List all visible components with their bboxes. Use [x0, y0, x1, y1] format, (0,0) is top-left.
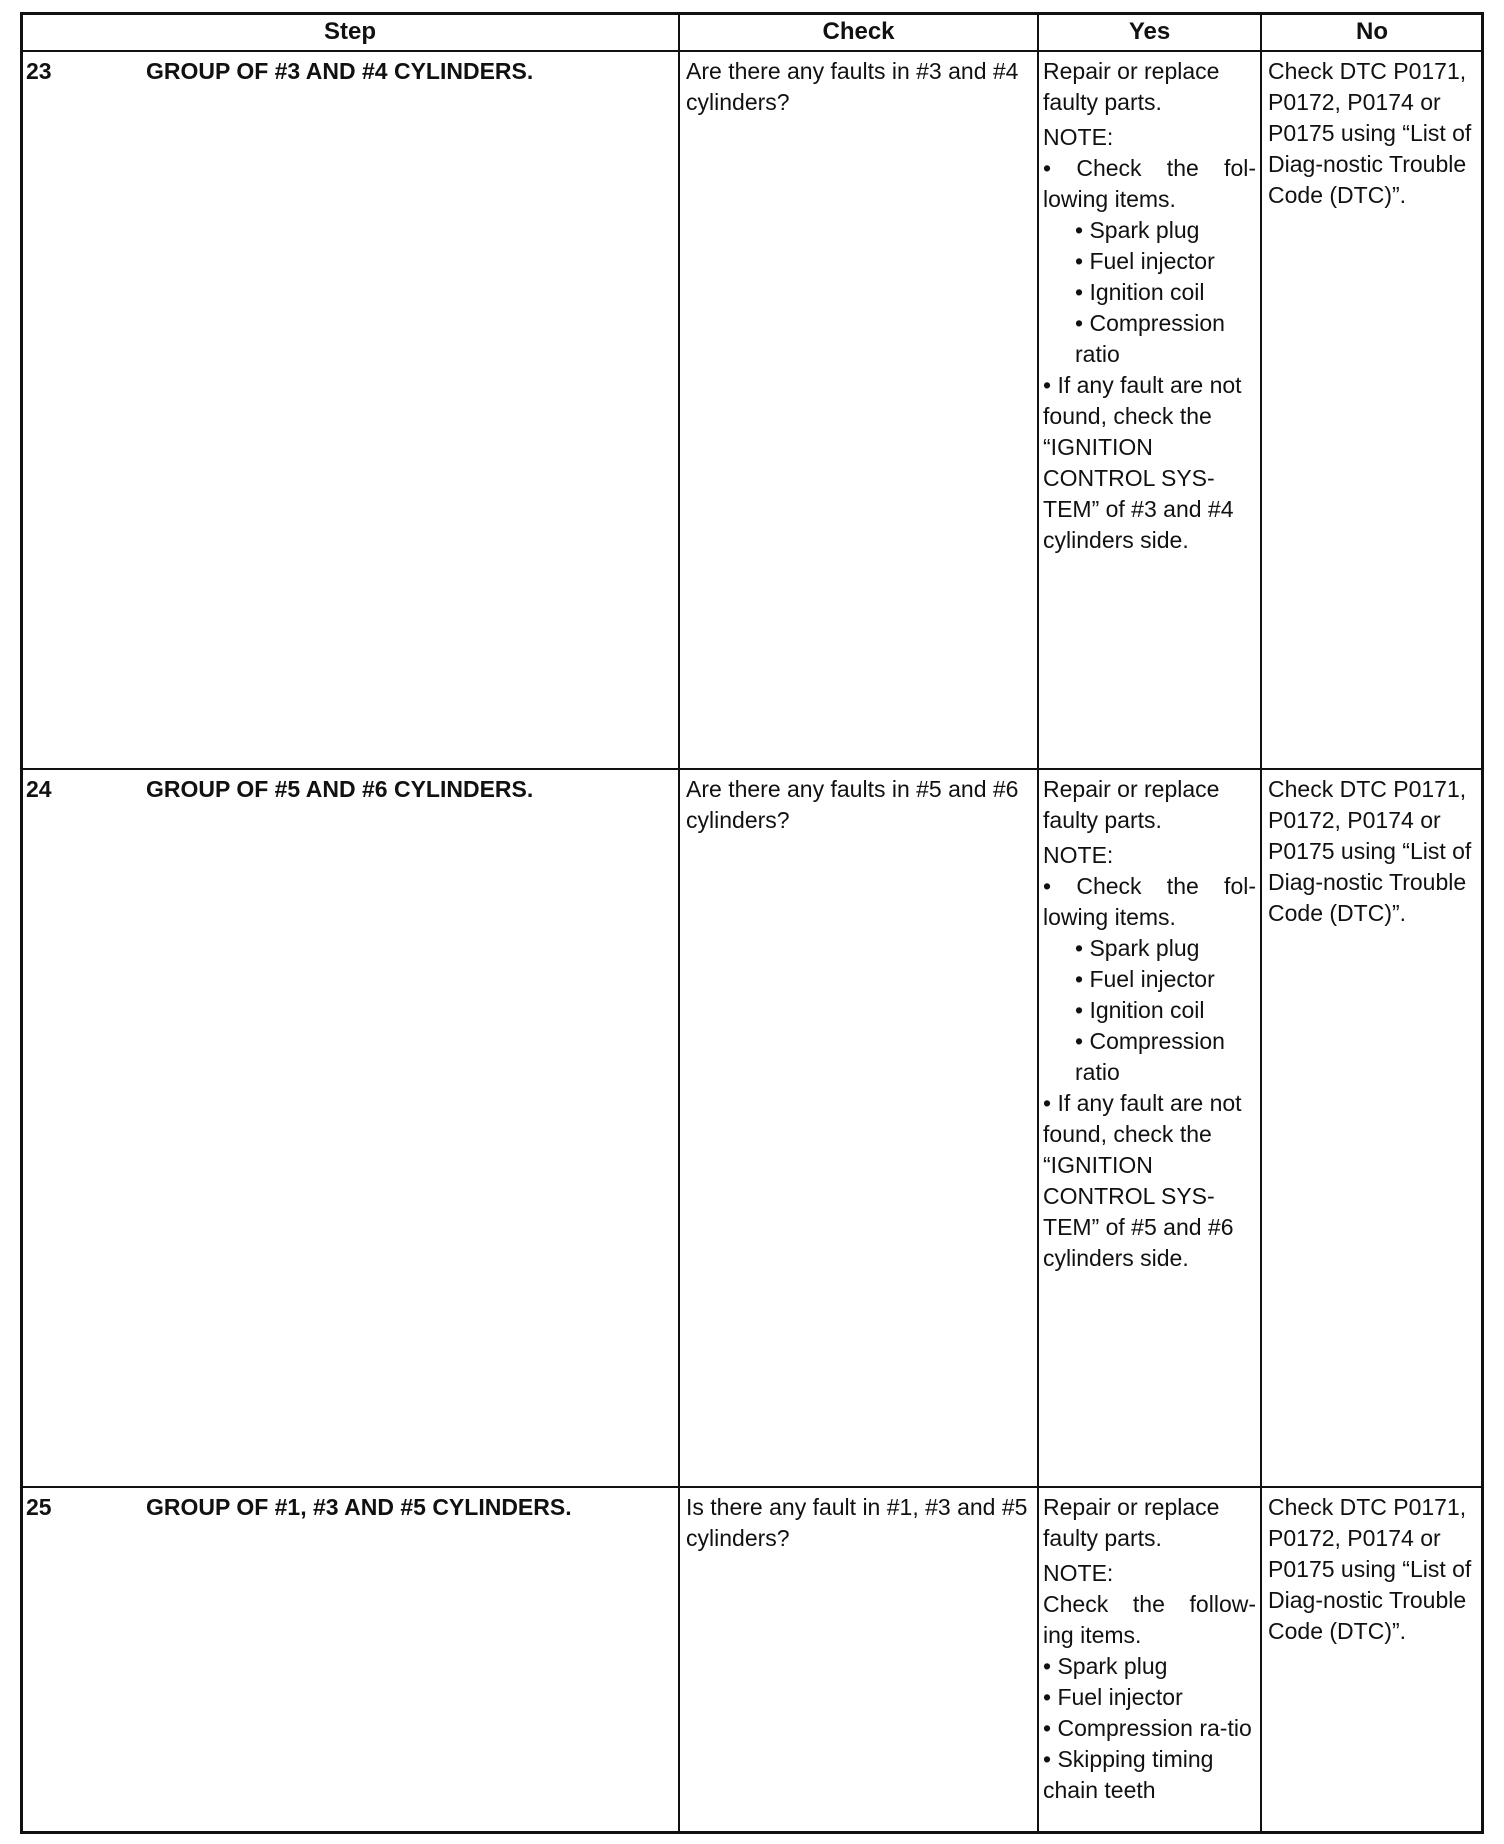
- list-item: • Spark plug: [1075, 935, 1200, 961]
- step-cell: [21, 51, 679, 769]
- yes-bullet-line: • Check the fol-: [1043, 155, 1257, 181]
- check-cell: [679, 51, 1038, 769]
- yes-lead: Repair or replace faulty parts.: [1043, 1494, 1220, 1551]
- yes-bullet-2: • If any fault are not found, check the “IGNITION CONTROL SYS-TEM” of #3 and #4 cylinders side.: [1043, 372, 1242, 553]
- no-cell: [1261, 51, 1483, 769]
- list-item: • Ignition coil: [1075, 279, 1205, 305]
- yes-lead: Repair or replace faulty parts.: [1043, 776, 1220, 833]
- yes-bullet-line: lowing items.: [1043, 904, 1176, 930]
- list-item: • Fuel injector: [1075, 248, 1215, 274]
- step-cell: [21, 769, 679, 1487]
- list-item: • Compression: [1075, 1028, 1225, 1054]
- step-title: GROUP OF #3 AND #4 CYLINDERS.: [146, 58, 534, 84]
- yes-cell: [1038, 769, 1261, 1487]
- check-text: Is there any fault in #1, #3 and #5 cylinders?: [686, 1494, 1028, 1551]
- list-item: • Spark plug: [1043, 1653, 1168, 1679]
- list-item: • Spark plug: [1075, 217, 1200, 243]
- list-item: • Compression: [1075, 310, 1225, 336]
- header-no: No: [1261, 13, 1483, 51]
- no-text: Check DTC P0171, P0172, P0174 or P0175 using “List of Diag-nostic Trouble Code (DTC)”.: [1268, 1494, 1472, 1644]
- list-item: • Compression ra-tio: [1043, 1715, 1252, 1741]
- list-item: • Fuel injector: [1075, 966, 1215, 992]
- yes-line: ing items.: [1043, 1622, 1142, 1648]
- header-step: Step: [21, 13, 679, 51]
- table-row: [21, 1487, 1483, 1833]
- header-yes: Yes: [1038, 13, 1261, 51]
- check-cell: [679, 769, 1038, 1487]
- yes-line: Check the follow-: [1043, 1591, 1257, 1617]
- note-label: NOTE:: [1043, 1560, 1114, 1586]
- table-row: [21, 51, 1483, 769]
- check-cell: [679, 1487, 1038, 1833]
- step-number: 23: [26, 58, 52, 84]
- check-text: Are there any faults in #5 and #6 cylinders?: [686, 776, 1019, 833]
- diagnostic-table-sheet: [20, 12, 1482, 1832]
- list-item: • Skipping timing chain teeth: [1043, 1746, 1214, 1803]
- step-title: GROUP OF #1, #3 AND #5 CYLINDERS.: [146, 1494, 572, 1520]
- list-item: • Fuel injector: [1043, 1684, 1183, 1710]
- header-check: Check: [679, 13, 1038, 51]
- no-text: Check DTC P0171, P0172, P0174 or P0175 using “List of Diag-nostic Trouble Code (DTC)”.: [1268, 776, 1472, 926]
- yes-bullet-2: • If any fault are not found, check the “IGNITION CONTROL SYS-TEM” of #5 and #6 cylinders side.: [1043, 1090, 1242, 1271]
- step-number: 24: [26, 776, 52, 802]
- list-item-tail: ratio: [1075, 341, 1120, 367]
- note-label: NOTE:: [1043, 842, 1114, 868]
- step-cell: [21, 1487, 679, 1833]
- no-text: Check DTC P0171, P0172, P0174 or P0175 using “List of Diag-nostic Trouble Code (DTC)”.: [1268, 58, 1472, 208]
- check-text: Are there any faults in #3 and #4 cylinders?: [686, 58, 1019, 115]
- step-title: GROUP OF #5 AND #6 CYLINDERS.: [146, 776, 534, 802]
- no-cell: [1261, 769, 1483, 1487]
- yes-bullet-line: • Check the fol-: [1043, 873, 1257, 899]
- yes-cell: [1038, 51, 1261, 769]
- diagnostic-table: [20, 12, 1484, 1834]
- table-row: [21, 769, 1483, 1487]
- list-item: • Ignition coil: [1075, 997, 1205, 1023]
- list-item-tail: ratio: [1075, 1059, 1120, 1085]
- yes-bullet-line: lowing items.: [1043, 186, 1176, 212]
- note-label: NOTE:: [1043, 124, 1114, 150]
- yes-lead: Repair or replace faulty parts.: [1043, 58, 1220, 115]
- step-number: 25: [26, 1494, 52, 1520]
- yes-cell: [1038, 1487, 1261, 1833]
- table-header-row: [21, 13, 1483, 51]
- no-cell: [1261, 1487, 1483, 1833]
